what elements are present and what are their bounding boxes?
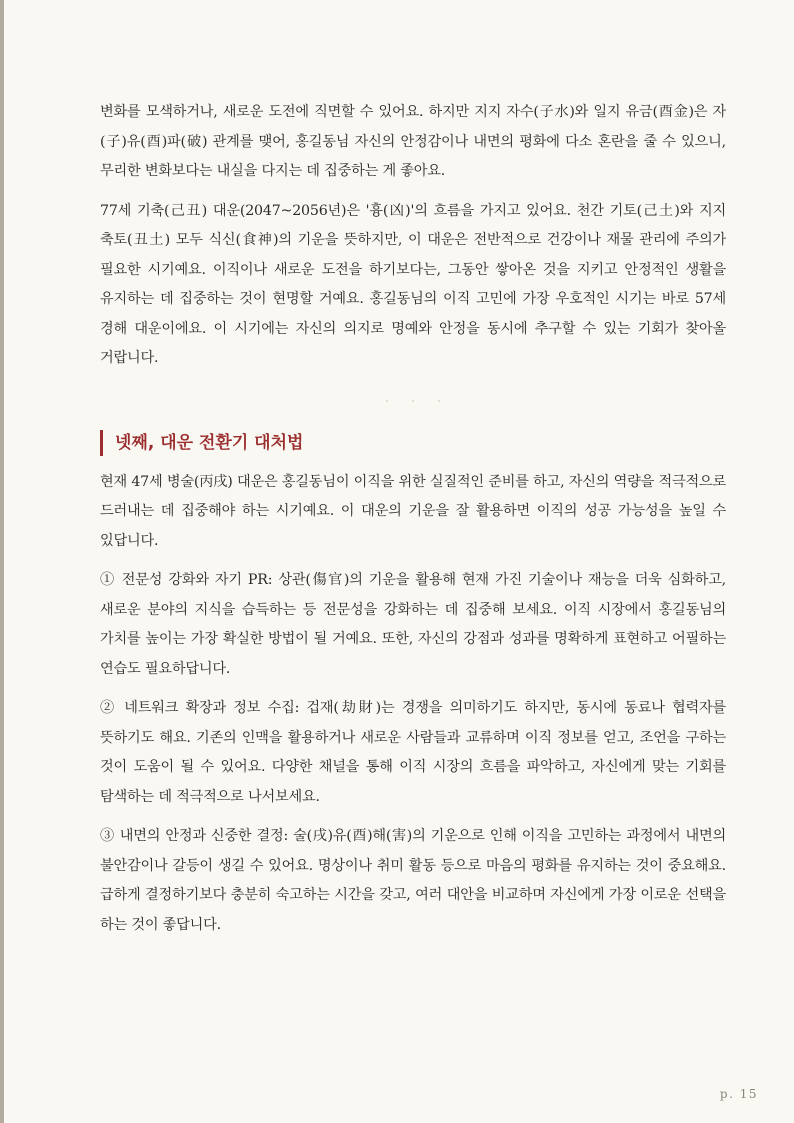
section-divider [100,384,726,418]
page-edge-rule [0,0,4,1123]
numbered-item-1: ① 전문성 강화와 자기 PR: 상관(傷官)의 기운을 활용해 현재 가진 기술이나 재능을 더욱 심화하고, 새로운 분야의 지식을 습득하는 등 전문성을 강화하는 데 집중해 보세요. 이직 시장에서 홍길동님의 가치를 높이는 가장 확실한 방법이 될 거예요. 또한, 자신의 강점과 성과를 명확하게 표현하고 어필하는 연습도 필요하답니다. [100,572,726,677]
section-heading: 넷째, 대운 전환기 대처법 [100,430,726,456]
page-content [100,98,726,950]
page-number: p. 15 [719,1087,758,1101]
divider-dot [412,400,414,402]
body-paragraph: 77세 기축(己丑) 대운(2047~2056년)은 '흉(凶)'의 흐름을 가지고 있어요. 천간 기토(己土)와 지지 축토(丑土) 모두 식신(食神)의 기운을 뜻하지만, 이 대운은 전반적으로 건강이나 재물 관리에 주의가 필요한 시기예요. 이직이나 새로운 도전을 하기보다는, 그동안 쌓아온 것을 지키고 안정적인 생활을 유지하는 데 집중하는 것이 현명할 거예요. 홍길동님의 이직 고민에 가장 우호적인 시기는 바로 57세 경해 대운이에요. 이 시기에는 자신의 의지로 명예와 안정을 동시에 추구할 수 있는 기회가 찾아올 거랍니다. [100,202,726,366]
section-intro-paragraph: 현재 47세 병술(丙戌) 대운은 홍길동님이 이직을 위한 실질적인 준비를 하고, 자신의 역량을 적극적으로 드러내는 데 집중해야 하는 시기예요. 이 대운의 기운을 잘 활용하면 이직의 성공 가능성을 높일 수 있답니다. [100,473,726,549]
numbered-item-3: ③ 내면의 안정과 신중한 결정: 술(戌)유(酉)해(害)의 기운으로 인해 이직을 고민하는 과정에서 내면의 불안감이나 갈등이 생길 수 있어요. 명상이나 취미 활동 등으로 마음의 평화를 유지하는 것이 중요해요. 급하게 결정하기보다 충분히 숙고하는 시간을 갖고, 여러 대안을 비교하며 자신에게 가장 이로운 선택을 하는 것이 좋답니다. [100,828,726,933]
divider-dot [438,400,440,402]
divider-dot [386,400,388,402]
numbered-item-2: ② 네트워크 확장과 정보 수집: 겁재(劫財)는 경쟁을 의미하기도 하지만, 동시에 동료나 협력자를 뜻하기도 해요. 기존의 인맥을 활용하거나 새로운 사람들과 교류하며 이직 정보를 얻고, 조언을 구하는 것이 도움이 될 수 있어요. 다양한 채널을 통해 이직 시장의 흐름을 파악하고, 자신에게 맞는 기회를 탐색하는 데 적극적으로 나서보세요. [100,700,726,805]
body-paragraph: 변화를 모색하거나, 새로운 도전에 직면할 수 있어요. 하지만 지지 자수(子水)와 일지 유금(酉金)은 자(子)유(酉)파(破) 관계를 맺어, 홍길동님 자신의 안정감이나 내면의 평화에 다소 혼란을 줄 수 있으니, 무리한 변화보다는 내실을 다지는 데 집중하는 게 좋아요. [100,104,726,179]
